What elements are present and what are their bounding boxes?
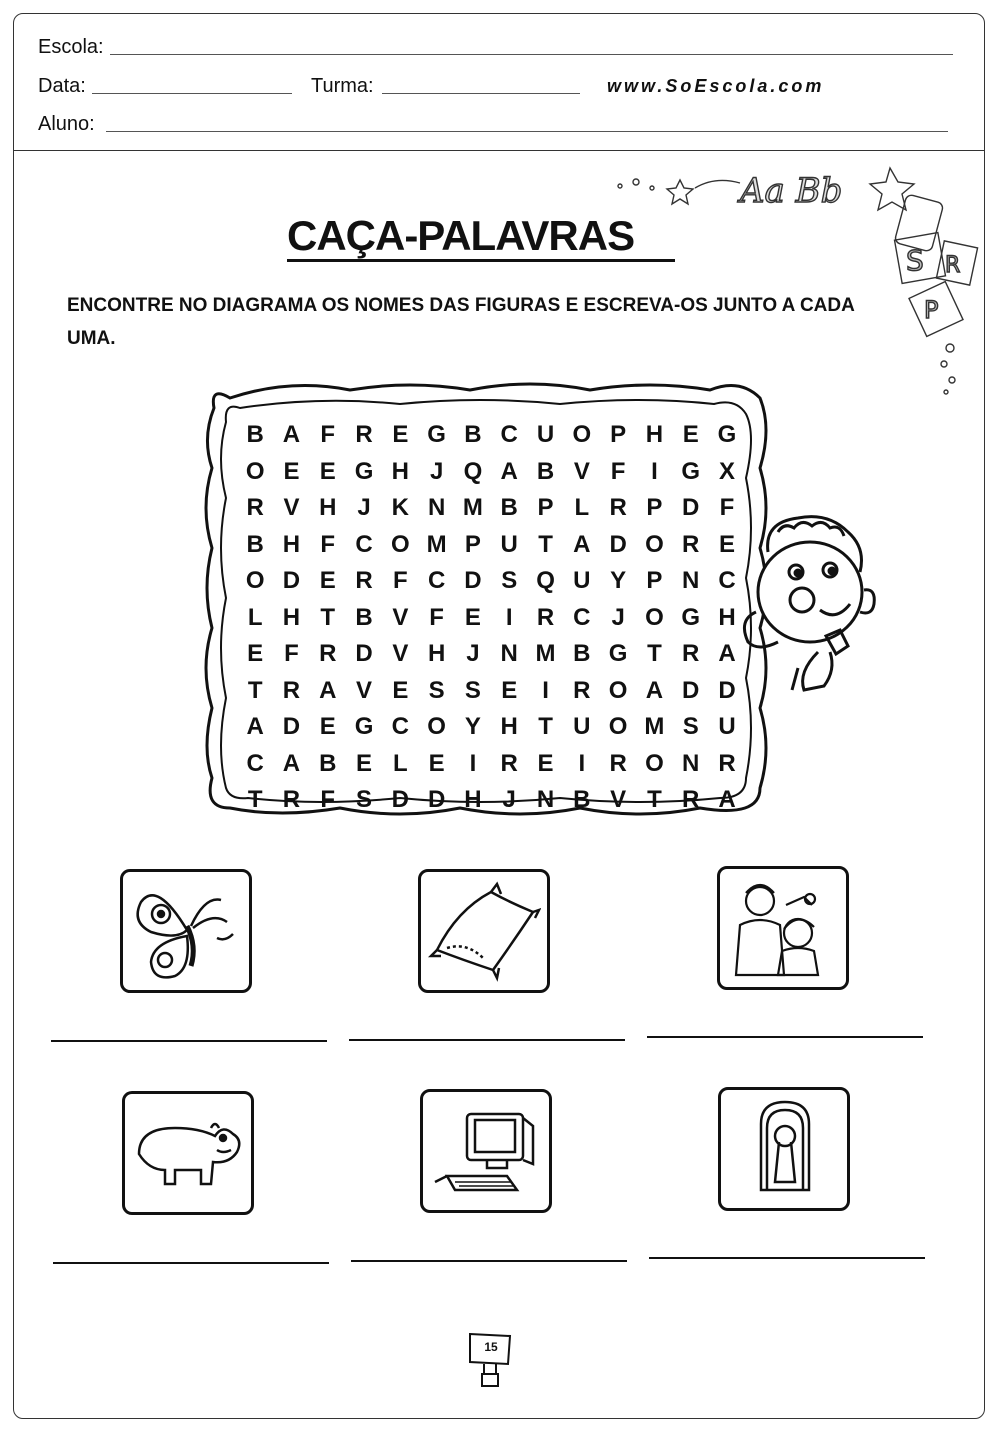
hippo-icon [131, 1100, 245, 1206]
grid-row [237, 563, 757, 600]
grid-letter[interactable]: I [651, 457, 658, 485]
grid-letter[interactable]: Q [463, 457, 483, 485]
grid-letter[interactable]: S [356, 786, 373, 814]
grid-letter[interactable]: C [573, 603, 591, 631]
grid-letter[interactable]: N [427, 494, 446, 522]
grid-letter[interactable]: E [356, 749, 373, 777]
grid-letter[interactable]: G [354, 713, 374, 741]
grid-letter[interactable]: F [320, 530, 336, 558]
answer-line-computer[interactable] [351, 1260, 627, 1262]
grid-letter[interactable]: R [682, 786, 700, 814]
grid-letter[interactable]: E [719, 530, 736, 558]
picture-box-keyhole [718, 1087, 850, 1211]
pillow-icon [427, 878, 541, 984]
grid-letter[interactable]: T [647, 786, 662, 814]
title-underline [287, 259, 675, 262]
grid-letter[interactable]: F [429, 603, 444, 631]
grid-letter[interactable]: R [536, 603, 555, 631]
grid-letter[interactable]: O [608, 713, 628, 741]
grid-letter[interactable]: A [282, 749, 301, 777]
grid-letter[interactable]: E [319, 713, 336, 741]
grid-letter[interactable]: B [536, 457, 555, 485]
date-field[interactable] [92, 93, 292, 94]
grid-letter[interactable]: S [464, 676, 481, 704]
grid-letter[interactable]: O [645, 749, 664, 777]
class-label: Turma: [311, 75, 374, 97]
grid-letter[interactable]: R [500, 749, 518, 777]
grid-letter[interactable]: B [573, 786, 591, 814]
grid-letter[interactable]: I [505, 603, 513, 631]
grid-letter[interactable]: H [645, 421, 664, 449]
grid-letter[interactable]: R [319, 640, 337, 668]
grid-letter[interactable]: U [573, 713, 591, 741]
grid-letter[interactable]: U [500, 530, 518, 558]
grid-letter[interactable]: P [464, 530, 481, 558]
boy-pointing-icon [738, 512, 878, 692]
grid-letter[interactable]: A [718, 640, 736, 668]
grid-letter[interactable]: D [718, 676, 736, 704]
grid-letter[interactable]: E [392, 421, 409, 449]
grid-letter[interactable]: G [427, 421, 446, 449]
picture-box-butterfly [120, 869, 252, 993]
grid-letter[interactable]: E [537, 749, 554, 777]
grid-letter[interactable]: H [427, 640, 446, 668]
grid-letter[interactable]: T [320, 603, 336, 631]
page-number-badge [466, 1330, 514, 1390]
grid-letter[interactable]: F [719, 494, 735, 522]
grid-letter[interactable]: P [610, 421, 627, 449]
grid-letter[interactable]: B [573, 640, 591, 668]
grid-letter[interactable]: E [428, 749, 445, 777]
grid-letter[interactable]: R [355, 567, 373, 595]
grid-letter[interactable]: P [537, 494, 554, 522]
grid-letter[interactable]: R [682, 530, 700, 558]
answer-line-hippo[interactable] [53, 1262, 329, 1264]
grid-letter[interactable]: D [427, 786, 446, 814]
word-search-grid [237, 417, 757, 819]
grid-letter[interactable]: L [574, 494, 590, 522]
grid-letter[interactable]: H [391, 457, 409, 485]
grid-letter[interactable]: E [392, 676, 409, 704]
grid-row [237, 636, 757, 673]
grid-letter[interactable]: O [645, 603, 664, 631]
grid-letter[interactable]: N [500, 640, 518, 668]
grid-letter[interactable]: V [392, 640, 409, 668]
instructions: ENCONTRE NO DIAGRAMA OS NOMES DAS FIGURAS E ESCREVA-OS JUNTO A CADA UMA. [67, 295, 855, 349]
grid-letter[interactable]: C [500, 421, 518, 449]
grid-letter[interactable]: A [246, 713, 264, 741]
grid-letter[interactable]: G [681, 457, 701, 485]
svg-text:Aa Bb: Aa Bb [740, 171, 843, 211]
grid-letter[interactable]: V [573, 457, 590, 485]
grid-letter[interactable]: R [573, 676, 591, 704]
grid-letter[interactable]: E [319, 457, 336, 485]
grid-letter[interactable]: R [609, 494, 627, 522]
grid-letter[interactable]: U [718, 713, 736, 741]
grid-row [237, 490, 757, 527]
svg-text:R: R [945, 253, 961, 278]
grid-letter[interactable]: H [282, 603, 301, 631]
header-separator [13, 150, 985, 151]
school-label: Escola: [38, 36, 104, 58]
grid-letter[interactable]: E [501, 676, 518, 704]
grid-letter[interactable]: P [646, 567, 663, 595]
picture-box-hairdresser [717, 866, 849, 990]
answer-line-hairdresser[interactable] [647, 1036, 923, 1038]
grid-letter[interactable]: S [682, 713, 699, 741]
grid-letter[interactable]: A [282, 421, 301, 449]
grid-letter[interactable]: M [535, 640, 556, 668]
grid-letter[interactable]: D [355, 640, 373, 668]
grid-letter[interactable]: R [355, 421, 373, 449]
grid-letter[interactable]: D [391, 786, 409, 814]
grid-letter[interactable]: H [464, 786, 482, 814]
grid-row [237, 600, 757, 637]
grid-letter[interactable]: F [610, 457, 626, 485]
grid-letter[interactable]: E [247, 640, 264, 668]
grid-letter[interactable]: R [609, 749, 627, 777]
picture-box-computer [420, 1089, 552, 1213]
grid-letter[interactable]: A [718, 786, 736, 814]
grid-letter[interactable]: R [682, 640, 700, 668]
website-logo: www.SoEscola.com [607, 76, 825, 96]
picture-box-pillow [418, 869, 550, 993]
grid-letter[interactable]: D [464, 567, 482, 595]
grid-letter[interactable]: H [718, 603, 736, 631]
grid-letter[interactable]: V [392, 603, 409, 631]
grid-letter[interactable]: F [284, 640, 299, 668]
grid-letter[interactable]: N [682, 567, 700, 595]
grid-letter[interactable]: E [319, 567, 336, 595]
grid-letter[interactable]: U [536, 421, 555, 449]
grid-letter[interactable]: S [501, 567, 518, 595]
grid-letter[interactable]: K [391, 494, 409, 522]
grid-letter[interactable]: O [572, 421, 592, 449]
grid-letter[interactable]: A [573, 530, 591, 558]
grid-letter[interactable]: C [427, 567, 446, 595]
grid-letter[interactable]: C [355, 530, 373, 558]
grid-letter[interactable]: B [355, 603, 373, 631]
grid-letter[interactable]: L [393, 749, 408, 777]
grid-letter[interactable]: I [469, 749, 477, 777]
grid-letter[interactable]: B [464, 421, 482, 449]
answer-line-butterfly[interactable] [51, 1040, 327, 1042]
grid-row [237, 709, 757, 746]
grid-letter[interactable]: X [719, 457, 736, 485]
butterfly-icon [129, 878, 243, 984]
grid-letter[interactable]: S [428, 676, 445, 704]
grid-letter[interactable]: L [247, 603, 263, 631]
student-field[interactable] [106, 131, 948, 132]
grid-letter[interactable]: J [466, 640, 480, 668]
page-number: 15 [484, 1340, 498, 1354]
grid-letter[interactable]: H [319, 494, 337, 522]
grid-letter[interactable]: E [682, 421, 699, 449]
grid-letter[interactable]: O [645, 530, 664, 558]
grid-letter[interactable]: C [391, 713, 409, 741]
grid-letter[interactable]: G [717, 421, 737, 449]
grid-letter[interactable]: C [718, 567, 736, 595]
grid-letter[interactable]: B [319, 749, 337, 777]
grid-row [237, 673, 757, 710]
grid-row [237, 746, 757, 783]
grid-letter[interactable]: V [283, 494, 300, 522]
grid-letter[interactable]: R [282, 786, 301, 814]
computer-icon [429, 1098, 543, 1204]
grid-letter[interactable]: T [247, 676, 263, 704]
keyhole-icon [727, 1096, 841, 1202]
grid-letter[interactable]: N [536, 786, 555, 814]
grid-letter[interactable]: I [578, 749, 586, 777]
grid-letter[interactable]: J [429, 457, 444, 485]
grid-letter[interactable]: O [391, 530, 410, 558]
hairdresser-icon [726, 875, 840, 981]
grid-letter[interactable]: D [682, 676, 700, 704]
grid-letter[interactable]: D [282, 713, 301, 741]
grid-letter[interactable]: D [682, 494, 700, 522]
alphabet-decoration-icon [600, 158, 980, 398]
grid-letter[interactable]: R [718, 749, 736, 777]
grid-letter[interactable]: D [609, 530, 627, 558]
grid-letter[interactable]: J [611, 603, 625, 631]
grid-letter[interactable]: M [462, 494, 483, 522]
grid-letter[interactable]: H [282, 530, 301, 558]
grid-letter[interactable]: M [644, 713, 665, 741]
grid-letter[interactable]: B [246, 530, 264, 558]
grid-letter[interactable]: I [542, 676, 549, 704]
grid-letter[interactable]: G [681, 603, 701, 631]
grid-letter[interactable]: C [246, 749, 264, 777]
grid-letter[interactable]: Y [610, 567, 627, 595]
grid-letter[interactable]: A [645, 676, 664, 704]
picture-box-hippo [122, 1091, 254, 1215]
grid-letter[interactable]: R [282, 676, 301, 704]
grid-letter[interactable]: F [393, 567, 408, 595]
student-label: Aluno: [38, 113, 95, 135]
grid-letter[interactable]: R [246, 494, 264, 522]
grid-letter[interactable]: A [319, 676, 337, 704]
grid-letter[interactable]: E [283, 457, 300, 485]
grid-letter[interactable]: J [502, 786, 516, 814]
grid-letter[interactable]: T [647, 640, 662, 668]
grid-letter[interactable]: V [610, 786, 627, 814]
school-field[interactable] [110, 54, 953, 55]
grid-row [237, 454, 757, 491]
grid-letter[interactable]: G [608, 640, 628, 668]
grid-letter[interactable]: A [500, 457, 518, 485]
grid-letter[interactable]: Y [464, 713, 481, 741]
grid-letter[interactable]: N [682, 749, 700, 777]
grid-row [237, 527, 757, 564]
svg-text:S: S [906, 244, 924, 277]
date-label: Data: [38, 75, 86, 97]
grid-letter[interactable]: O [245, 567, 265, 595]
grid-letter[interactable]: D [282, 567, 301, 595]
grid-letter[interactable]: U [573, 567, 591, 595]
answer-line-pillow[interactable] [349, 1039, 625, 1041]
grid-letter[interactable]: M [426, 530, 447, 558]
grid-letter[interactable]: V [356, 676, 373, 704]
grid-letter[interactable]: T [538, 530, 553, 558]
grid-letter[interactable]: O [427, 713, 446, 741]
grid-letter[interactable]: E [464, 603, 481, 631]
answer-line-keyhole[interactable] [649, 1257, 925, 1259]
grid-letter[interactable]: O [245, 457, 265, 485]
svg-text:P: P [924, 296, 939, 324]
grid-letter[interactable]: Q [536, 567, 555, 595]
grid-letter[interactable]: F [320, 421, 336, 449]
grid-letter[interactable]: H [500, 713, 518, 741]
grid-letter[interactable]: T [247, 786, 263, 814]
grid-letter[interactable]: G [354, 457, 374, 485]
grid-letter[interactable]: F [320, 786, 336, 814]
grid-letter[interactable]: B [500, 494, 518, 522]
page-title: CAÇA-PALAVRAS [287, 212, 635, 259]
grid-letter[interactable]: T [538, 713, 553, 741]
grid-letter[interactable]: O [608, 676, 628, 704]
grid-row [237, 782, 757, 819]
grid-row [237, 417, 757, 454]
grid-letter[interactable]: P [646, 494, 663, 522]
grid-letter[interactable]: B [246, 421, 264, 449]
class-field[interactable] [382, 93, 580, 94]
grid-letter[interactable]: J [357, 494, 371, 522]
